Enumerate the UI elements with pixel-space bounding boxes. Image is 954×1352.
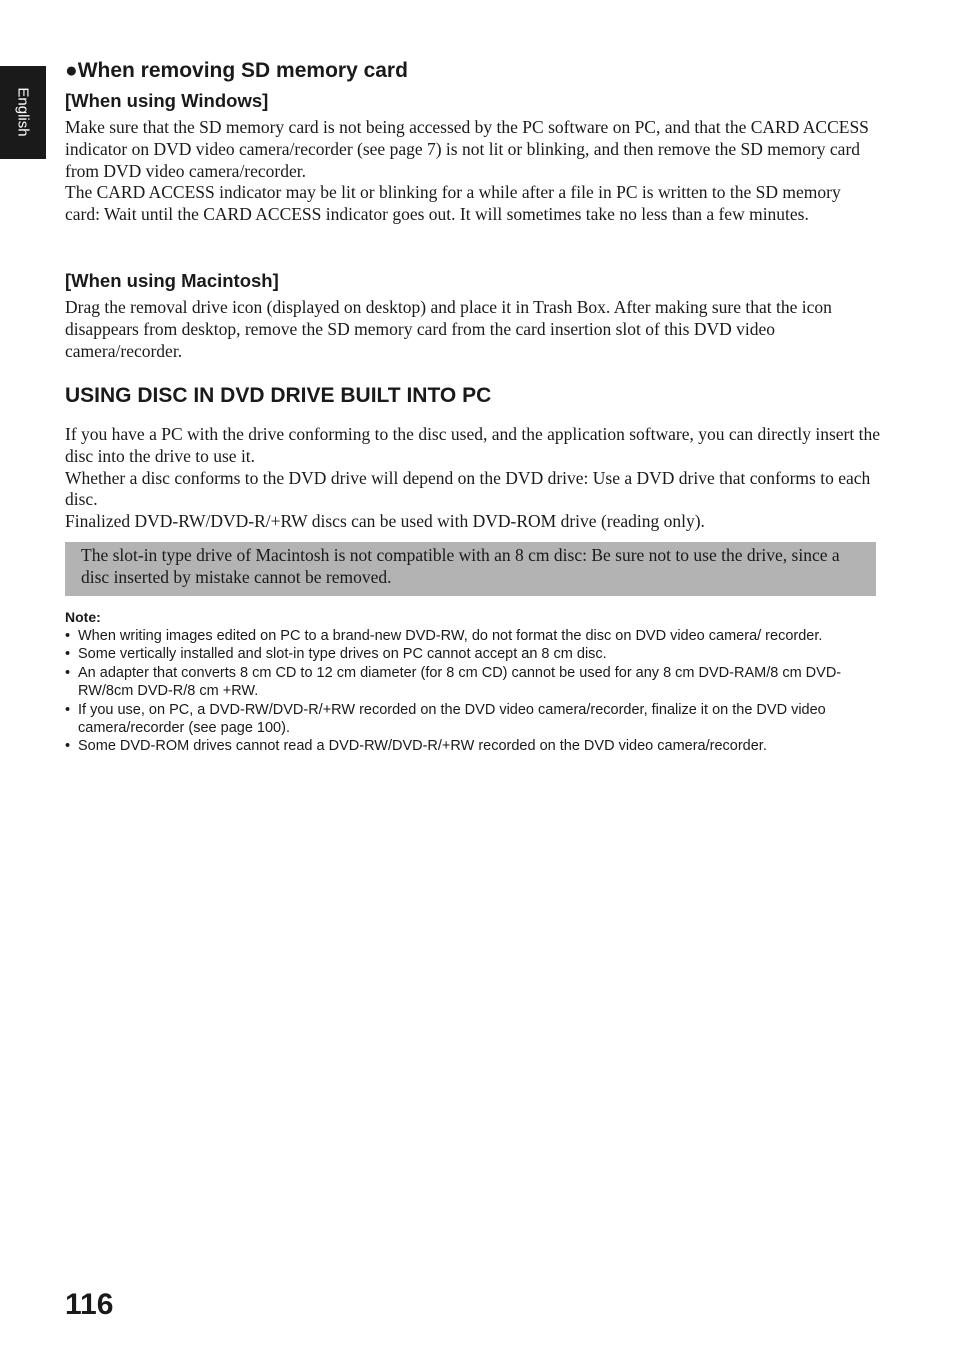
paragraph: Make sure that the SD memory card is not being accessed by the PC software on PC, and that the CARD ACCESS indicator on DVD video camera/recorder (see page 7) is not lit or blinking, and then remove the SD memory card from DVD video camera/recorder. bbox=[65, 117, 869, 181]
paragraph: Whether a disc conforms to the DVD drive will depend on the DVD drive: Use a DVD drive that conforms to each disc. bbox=[65, 467, 871, 510]
section-heading-text: When removing SD memory card bbox=[77, 59, 408, 82]
list-item-text: When writing images edited on PC to a brand-new DVD-RW, do not format the disc on DVD video camera/ recorder. bbox=[78, 628, 823, 644]
language-tab bbox=[0, 66, 46, 159]
subheading-windows: [When using Windows] bbox=[65, 90, 269, 111]
list-item bbox=[65, 645, 880, 663]
subheading-macintosh: [When using Macintosh] bbox=[65, 270, 279, 291]
warning-text: The slot-in type drive of Macintosh is not compatible with an 8 cm disc: Be sure not to use the drive, since a disc inserted by mistake cannot be removed. bbox=[81, 545, 840, 587]
list-item-text: Some DVD-ROM drives cannot read a DVD-RW/DVD-R/+RW recorded on the DVD video camera/recorder. bbox=[78, 738, 767, 755]
list-item bbox=[65, 701, 880, 738]
bullet-icon: • bbox=[65, 664, 71, 681]
paragraph: Finalized DVD-RW/DVD-R/+RW discs can be used with DVD-ROM drive (reading only). bbox=[65, 511, 705, 532]
list-item bbox=[65, 737, 880, 755]
bullet-icon: • bbox=[65, 628, 71, 644]
language-tab-label: English bbox=[14, 87, 32, 137]
section-heading-sd-card bbox=[65, 59, 408, 83]
section-heading-dvd-drive: USING DISC IN DVD DRIVE BUILT INTO PC bbox=[65, 384, 492, 407]
list-item-text: Some vertically installed and slot-in type drives on PC cannot accept an 8 cm disc. bbox=[78, 646, 607, 663]
bullet-icon: • bbox=[65, 701, 71, 718]
page-number: 116 bbox=[65, 1288, 114, 1321]
macintosh-instructions bbox=[65, 297, 880, 362]
bullet-icon: • bbox=[65, 646, 71, 663]
dvd-drive-text bbox=[65, 424, 880, 533]
note-list bbox=[65, 627, 880, 756]
paragraph: If you have a PC with the drive conforming to the disc used, and the application software, you can directly insert the disc into the drive to use it. bbox=[65, 424, 880, 466]
paragraph: Drag the removal drive icon (displayed on desktop) and place it in Trash Box. After making sure that the icon disappears from desktop, remove the SD memory card from the card insertion slot of this DVD video camera/recorder. bbox=[65, 297, 832, 361]
list-item-text: If you use, on PC, a DVD-RW/DVD-R/+RW recorded on the DVD video camera/recorder, finalize it on the DVD video camera/recorder (see page 100). bbox=[78, 701, 826, 737]
paragraph: The CARD ACCESS indicator may be lit or blinking for a while after a file in PC is written to the SD memory card: Wait until the CARD ACCESS indicator goes out. It will sometimes take no less than a few minutes. bbox=[65, 182, 841, 225]
list-item-text: An adapter that converts 8 cm CD to 12 cm diameter (for 8 cm CD) cannot be used for any 8 cm DVD-RAM/8 cm DVD-RW/8cm DVD-R/8 cm +RW. bbox=[78, 664, 842, 700]
bullet-icon: • bbox=[65, 738, 71, 755]
note-title: Note: bbox=[65, 609, 101, 625]
bullet-icon: ● bbox=[65, 59, 78, 82]
warning-box bbox=[65, 542, 876, 596]
list-item bbox=[65, 627, 880, 645]
windows-instructions bbox=[65, 117, 880, 226]
list-item bbox=[65, 664, 880, 701]
